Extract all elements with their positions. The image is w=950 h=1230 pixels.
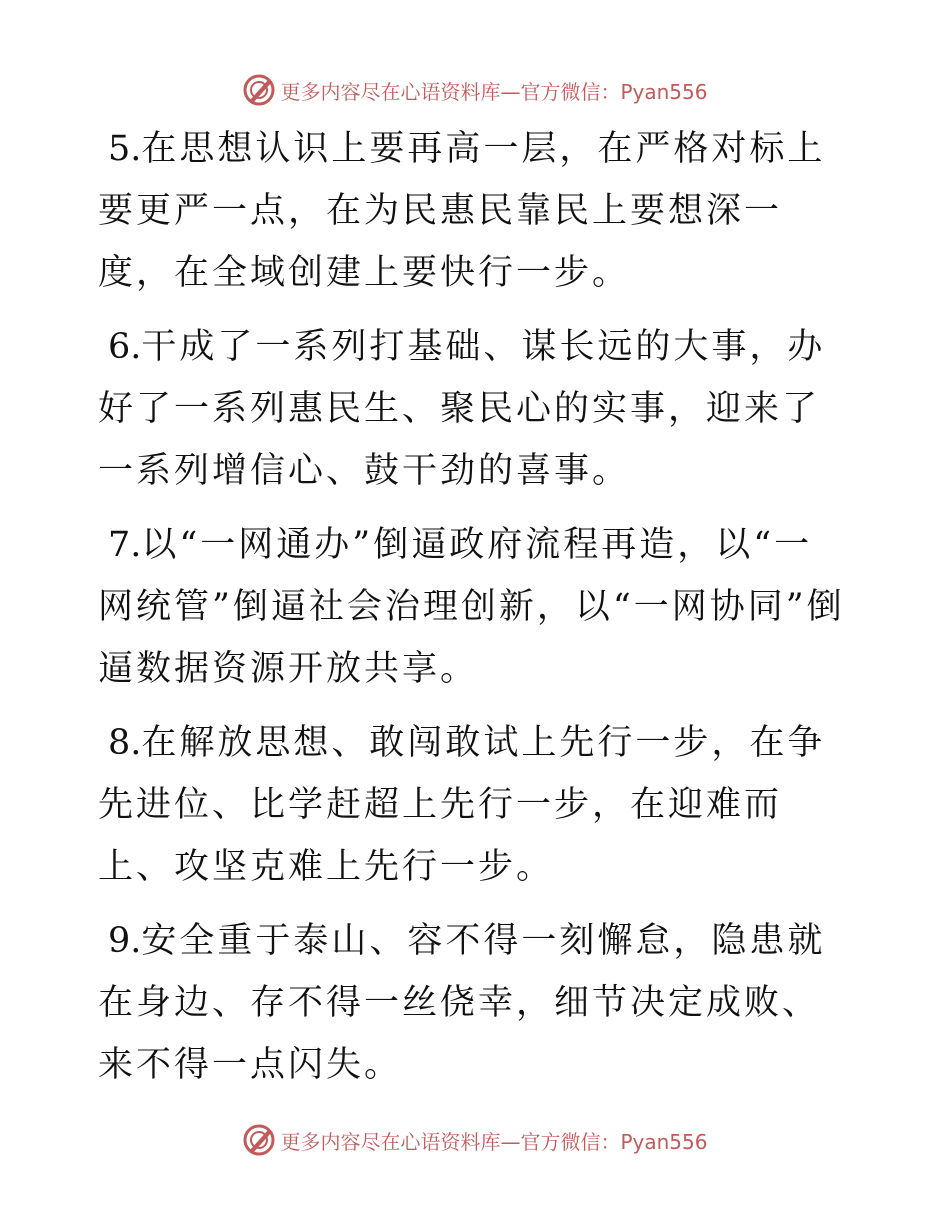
- header-watermark-text: 更多内容尽在心语资料库—官方微信：Pyan556: [280, 79, 708, 104]
- quill-seal-icon: [242, 1123, 276, 1157]
- paragraph-number: 7.: [108, 525, 142, 565]
- paragraph-5: [98, 118, 850, 304]
- paragraph-7: [98, 514, 850, 700]
- paragraph-text: 在解放思想、敢闯敢试上先行一步，在争先进位、比学赶超上先行一步，在迎难而上、攻坚克难上先行一步。: [98, 723, 826, 887]
- footer-watermark: [0, 1118, 950, 1162]
- paragraph-9: [98, 910, 850, 1096]
- paragraph-text: 安全重于泰山、容不得一刻懈怠，隐患就在身边、存不得一丝侥幸，细节决定成败、来不得一点闪失。: [98, 921, 826, 1085]
- paragraph-text: 以“一网通办”倒逼政府流程再造，以“一网统管”倒逼社会治理创新，以“一网协同”倒逼数据资源开放共享。: [98, 525, 845, 689]
- paragraph-8: [98, 712, 850, 898]
- document-body: [98, 118, 850, 1108]
- paragraph-6: [98, 316, 850, 502]
- quill-seal-icon: [242, 73, 276, 107]
- paragraph-number: 9.: [108, 921, 142, 961]
- paragraph-number: 8.: [108, 723, 142, 763]
- paragraph-text: 在思想认识上要再高一层，在严格对标上要更严一点，在为民惠民靠民上要想深一度，在全域创建上要快行一步。: [98, 129, 826, 293]
- footer-watermark-text: 更多内容尽在心语资料库—官方微信：Pyan556: [280, 1129, 708, 1154]
- paragraph-number: 5.: [108, 129, 142, 169]
- paragraph-number: 6.: [108, 327, 142, 367]
- paragraph-text: 干成了一系列打基础、谋长远的大事，办好了一系列惠民生、聚民心的实事，迎来了一系列增信心、鼓干劲的喜事。: [98, 327, 826, 491]
- header-watermark: [0, 68, 950, 112]
